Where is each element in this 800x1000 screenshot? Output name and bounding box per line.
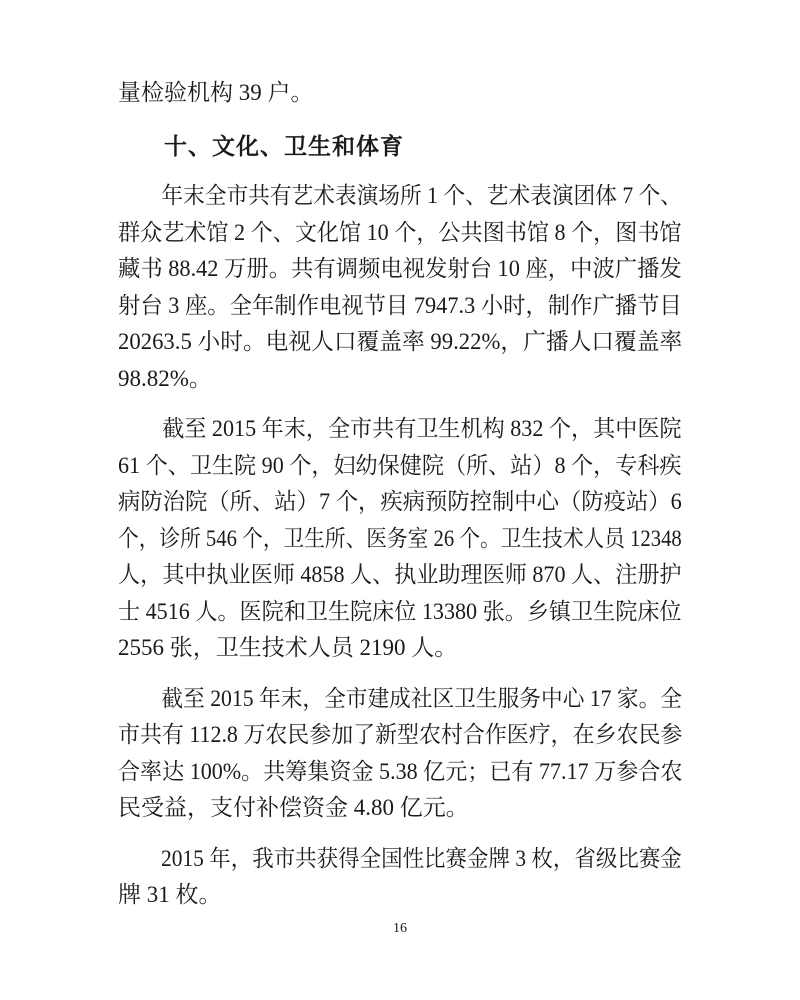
text-line: 病防治院（所、站）7 个，疾病预防控制中心（防疫站）6 xyxy=(118,489,682,514)
text-line: 截至 2015 年末，全市建成社区卫生服务中心 17 家。全 xyxy=(161,685,682,711)
paragraph-continuation: 量检验机构 39 户。 xyxy=(118,80,314,105)
text-line: 截至 2015 年末，全市共有卫生机构 832 个，其中医院 xyxy=(162,416,682,441)
paragraph-health-institutions xyxy=(118,411,682,667)
text-line: 61 个、卫生院 90 个，妇幼保健院（所、站）8 个，专科疾 xyxy=(118,452,682,478)
text-line: 民受益，支付补偿资金 4.80 亿元。 xyxy=(118,795,469,820)
text-line: 士 4516 人。医院和卫生院床位 13380 张。乡镇卫生院床位 xyxy=(118,598,682,624)
text-line: 20263.5 小时。电视人口覆盖率 99.22%，广播人口覆盖率 xyxy=(118,329,683,354)
text-line: 2015 年，我市共获得全国性比赛金牌 3 枚，省级比赛金 xyxy=(160,845,682,871)
text-line: 市共有 112.8 万农民参加了新型农村合作医疗，在乡农民参 xyxy=(118,722,683,747)
text-line: 年末全市共有艺术表演场所 1 个、艺术表演团体 7 个、 xyxy=(161,183,682,208)
paragraph-community-health-rural-medical xyxy=(118,681,682,827)
text-line: 射台 3 座。全年制作电视节目 7947.3 小时，制作广播节目 xyxy=(118,292,682,318)
text-line: 藏书 88.42 万册。共有调频电视发射台 10 座，中波广播发 xyxy=(118,256,682,281)
paragraphs-container xyxy=(118,178,682,914)
text-line: 2556 张，卫生技术人员 2190 人。 xyxy=(118,635,458,660)
text-line: 个，诊所 546 个，卫生所、医务室 26 个。卫生技术人员 12348 xyxy=(118,525,682,551)
text-column xyxy=(118,75,682,914)
text-line: 牌 31 枚。 xyxy=(118,882,222,907)
text-line: 群众艺术馆 2 个、文化馆 10 个，公共图书馆 8 个，图书馆 xyxy=(118,219,682,245)
section-heading: 十、文化、卫生和体育 xyxy=(164,132,404,159)
text-line: 合率达 100%。共筹集资金 5.38 亿元；已有 77.17 万参合农 xyxy=(118,758,683,784)
paragraph-sports-medals xyxy=(118,841,682,914)
page-number: 16 xyxy=(393,921,407,936)
text-line: 人，其中执业医师 4858 人、执业助理医师 870 人、注册护 xyxy=(118,562,682,587)
paragraph-culture-and-media xyxy=(118,178,682,397)
text-line: 98.82%。 xyxy=(118,365,212,391)
